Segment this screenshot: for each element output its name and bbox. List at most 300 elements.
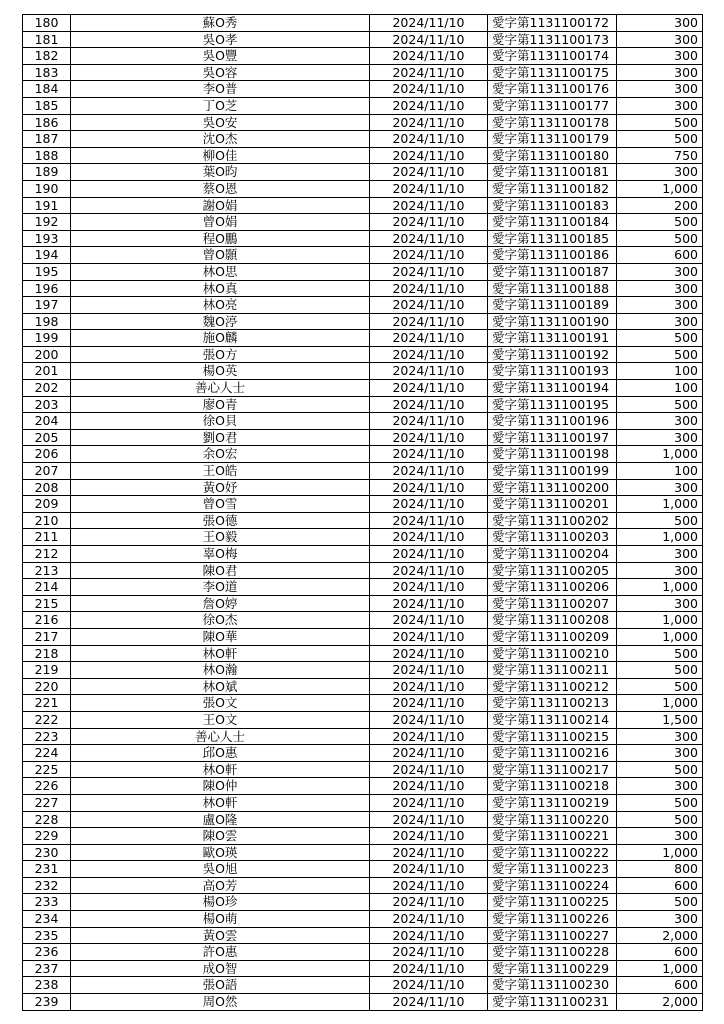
- row-number: 181: [23, 31, 71, 48]
- row-number: 194: [23, 247, 71, 264]
- donor-name: 林O亮: [71, 297, 370, 314]
- table-row: [23, 263, 703, 280]
- donation-amount: 500: [617, 678, 703, 695]
- donor-name: 歐O瑛: [71, 844, 370, 861]
- receipt-number: 愛字第1131100218: [488, 778, 617, 795]
- donor-name: 林O瀚: [71, 662, 370, 679]
- donation-amount: 600: [617, 247, 703, 264]
- donation-date: 2024/11/10: [370, 911, 488, 928]
- donor-name: 廖O青: [71, 396, 370, 413]
- row-number: 211: [23, 529, 71, 546]
- row-number: 217: [23, 628, 71, 645]
- receipt-number: 愛字第1131100173: [488, 31, 617, 48]
- donor-name: 林O軒: [71, 794, 370, 811]
- donation-date: 2024/11/10: [370, 828, 488, 845]
- donation-date: 2024/11/10: [370, 48, 488, 65]
- donor-name: 曾O顥: [71, 247, 370, 264]
- donor-name: 葉O昀: [71, 164, 370, 181]
- receipt-number: 愛字第1131100213: [488, 695, 617, 712]
- table-row: [23, 711, 703, 728]
- donation-date: 2024/11/10: [370, 380, 488, 397]
- donation-amount: 600: [617, 877, 703, 894]
- donor-name: 吳O容: [71, 64, 370, 81]
- receipt-number: 愛字第1131100226: [488, 911, 617, 928]
- table-row: [23, 396, 703, 413]
- donation-amount: 500: [617, 662, 703, 679]
- donation-date: 2024/11/10: [370, 579, 488, 596]
- receipt-number: 愛字第1131100205: [488, 562, 617, 579]
- row-number: 180: [23, 15, 71, 32]
- receipt-number: 愛字第1131100197: [488, 429, 617, 446]
- receipt-number: 愛字第1131100223: [488, 861, 617, 878]
- donor-name: 張O德: [71, 512, 370, 529]
- row-number: 204: [23, 413, 71, 430]
- donation-amount: 300: [617, 429, 703, 446]
- receipt-number: 愛字第1131100222: [488, 844, 617, 861]
- donation-date: 2024/11/10: [370, 861, 488, 878]
- table-row: [23, 960, 703, 977]
- donation-amount: 100: [617, 363, 703, 380]
- table-row: [23, 363, 703, 380]
- donation-date: 2024/11/10: [370, 711, 488, 728]
- row-number: 193: [23, 230, 71, 247]
- donation-amount: 2,000: [617, 994, 703, 1011]
- donor-name: 周O然: [71, 994, 370, 1011]
- donor-name: 張O方: [71, 346, 370, 363]
- donation-amount: 600: [617, 977, 703, 994]
- donation-amount: 100: [617, 463, 703, 480]
- row-number: 189: [23, 164, 71, 181]
- donor-name: 魏O渟: [71, 313, 370, 330]
- table-row: [23, 662, 703, 679]
- table-row: [23, 678, 703, 695]
- donation-date: 2024/11/10: [370, 894, 488, 911]
- donor-name: 吳O安: [71, 114, 370, 131]
- table-row: [23, 114, 703, 131]
- donor-name: 楊O萌: [71, 911, 370, 928]
- donor-name: 善心人士: [71, 380, 370, 397]
- donor-name: 王O文: [71, 711, 370, 728]
- receipt-number: 愛字第1131100215: [488, 728, 617, 745]
- row-number: 225: [23, 761, 71, 778]
- donation-date: 2024/11/10: [370, 977, 488, 994]
- donation-date: 2024/11/10: [370, 214, 488, 231]
- donation-amount: 300: [617, 97, 703, 114]
- donation-amount: 500: [617, 346, 703, 363]
- receipt-number: 愛字第1131100176: [488, 81, 617, 98]
- row-number: 202: [23, 380, 71, 397]
- donation-date: 2024/11/10: [370, 97, 488, 114]
- receipt-number: 愛字第1131100188: [488, 280, 617, 297]
- donation-date: 2024/11/10: [370, 562, 488, 579]
- row-number: 231: [23, 861, 71, 878]
- donation-date: 2024/11/10: [370, 479, 488, 496]
- row-number: 221: [23, 695, 71, 712]
- donation-date: 2024/11/10: [370, 728, 488, 745]
- table-row: [23, 380, 703, 397]
- row-number: 236: [23, 944, 71, 961]
- donor-name: 陳O華: [71, 628, 370, 645]
- receipt-number: 愛字第1131100216: [488, 745, 617, 762]
- donor-name: 謝O娟: [71, 197, 370, 214]
- table-row: [23, 778, 703, 795]
- donation-amount: 200: [617, 197, 703, 214]
- table-row: [23, 861, 703, 878]
- donation-date: 2024/11/10: [370, 247, 488, 264]
- donor-name: 柳O佳: [71, 147, 370, 164]
- row-number: 200: [23, 346, 71, 363]
- table-row: [23, 48, 703, 65]
- donation-amount: 1,000: [617, 960, 703, 977]
- donation-date: 2024/11/10: [370, 844, 488, 861]
- row-number: 188: [23, 147, 71, 164]
- table-row: [23, 562, 703, 579]
- donor-name: 辜O梅: [71, 546, 370, 563]
- row-number: 197: [23, 297, 71, 314]
- row-number: 196: [23, 280, 71, 297]
- receipt-number: 愛字第1131100184: [488, 214, 617, 231]
- row-number: 224: [23, 745, 71, 762]
- donor-name: 沈O杰: [71, 131, 370, 148]
- donor-name: 林O真: [71, 280, 370, 297]
- donation-amount: 300: [617, 728, 703, 745]
- donation-amount: 500: [617, 794, 703, 811]
- row-number: 220: [23, 678, 71, 695]
- receipt-number: 愛字第1131100203: [488, 529, 617, 546]
- receipt-number: 愛字第1131100186: [488, 247, 617, 264]
- donation-amount: 500: [617, 114, 703, 131]
- donation-date: 2024/11/10: [370, 131, 488, 148]
- row-number: 237: [23, 960, 71, 977]
- row-number: 186: [23, 114, 71, 131]
- receipt-number: 愛字第1131100192: [488, 346, 617, 363]
- donation-date: 2024/11/10: [370, 877, 488, 894]
- donation-amount: 300: [617, 81, 703, 98]
- table-row: [23, 230, 703, 247]
- donation-date: 2024/11/10: [370, 662, 488, 679]
- donor-name: 曾O娟: [71, 214, 370, 231]
- row-number: 238: [23, 977, 71, 994]
- receipt-number: 愛字第1131100185: [488, 230, 617, 247]
- donation-date: 2024/11/10: [370, 927, 488, 944]
- donor-name: 徐O貝: [71, 413, 370, 430]
- table-row: [23, 15, 703, 32]
- table-row: [23, 994, 703, 1011]
- donation-date: 2024/11/10: [370, 81, 488, 98]
- donor-name: 善心人士: [71, 728, 370, 745]
- receipt-number: 愛字第1131100175: [488, 64, 617, 81]
- table-row: [23, 761, 703, 778]
- table-row: [23, 977, 703, 994]
- donation-amount: 300: [617, 31, 703, 48]
- table-row: [23, 844, 703, 861]
- donation-date: 2024/11/10: [370, 446, 488, 463]
- donation-amount: 2,000: [617, 927, 703, 944]
- receipt-number: 愛字第1131100206: [488, 579, 617, 596]
- donation-date: 2024/11/10: [370, 761, 488, 778]
- receipt-number: 愛字第1131100229: [488, 960, 617, 977]
- donation-date: 2024/11/10: [370, 794, 488, 811]
- table-row: [23, 927, 703, 944]
- donation-amount: 500: [617, 214, 703, 231]
- donor-name: 吳O豐: [71, 48, 370, 65]
- row-number: 198: [23, 313, 71, 330]
- receipt-number: 愛字第1131100183: [488, 197, 617, 214]
- donation-amount: 500: [617, 761, 703, 778]
- receipt-number: 愛字第1131100214: [488, 711, 617, 728]
- receipt-number: 愛字第1131100189: [488, 297, 617, 314]
- donation-table: [22, 14, 703, 1011]
- table-row: [23, 595, 703, 612]
- receipt-number: 愛字第1131100200: [488, 479, 617, 496]
- donation-amount: 300: [617, 297, 703, 314]
- donor-name: 成O智: [71, 960, 370, 977]
- table-row: [23, 164, 703, 181]
- donation-table-body: [23, 15, 703, 1011]
- donation-date: 2024/11/10: [370, 695, 488, 712]
- donor-name: 黃O雲: [71, 927, 370, 944]
- donation-amount: 500: [617, 894, 703, 911]
- receipt-number: 愛字第1131100187: [488, 263, 617, 280]
- table-row: [23, 429, 703, 446]
- row-number: 203: [23, 396, 71, 413]
- table-row: [23, 628, 703, 645]
- donation-date: 2024/11/10: [370, 994, 488, 1011]
- donor-name: 黃O妤: [71, 479, 370, 496]
- receipt-number: 愛字第1131100207: [488, 595, 617, 612]
- row-number: 234: [23, 911, 71, 928]
- donor-name: 邱O惠: [71, 745, 370, 762]
- receipt-number: 愛字第1131100211: [488, 662, 617, 679]
- donor-name: 林O斌: [71, 678, 370, 695]
- donor-name: 詹O婷: [71, 595, 370, 612]
- donor-name: 吳O旭: [71, 861, 370, 878]
- table-row: [23, 346, 703, 363]
- donation-date: 2024/11/10: [370, 147, 488, 164]
- row-number: 223: [23, 728, 71, 745]
- receipt-number: 愛字第1131100172: [488, 15, 617, 32]
- receipt-number: 愛字第1131100231: [488, 994, 617, 1011]
- donor-name: 王O毅: [71, 529, 370, 546]
- receipt-number: 愛字第1131100194: [488, 380, 617, 397]
- donation-date: 2024/11/10: [370, 628, 488, 645]
- donation-date: 2024/11/10: [370, 396, 488, 413]
- receipt-number: 愛字第1131100182: [488, 180, 617, 197]
- donation-date: 2024/11/10: [370, 164, 488, 181]
- donation-date: 2024/11/10: [370, 512, 488, 529]
- table-row: [23, 131, 703, 148]
- receipt-number: 愛字第1131100208: [488, 612, 617, 629]
- receipt-number: 愛字第1131100202: [488, 512, 617, 529]
- donor-name: 徐O杰: [71, 612, 370, 629]
- receipt-number: 愛字第1131100181: [488, 164, 617, 181]
- donation-date: 2024/11/10: [370, 612, 488, 629]
- receipt-number: 愛字第1131100199: [488, 463, 617, 480]
- donor-name: 吳O孝: [71, 31, 370, 48]
- row-number: 209: [23, 496, 71, 513]
- table-row: [23, 297, 703, 314]
- donation-amount: 1,000: [617, 180, 703, 197]
- receipt-number: 愛字第1131100227: [488, 927, 617, 944]
- donation-date: 2024/11/10: [370, 960, 488, 977]
- donor-name: 王O皓: [71, 463, 370, 480]
- donation-amount: 500: [617, 811, 703, 828]
- donation-amount: 1,000: [617, 695, 703, 712]
- donation-date: 2024/11/10: [370, 197, 488, 214]
- donor-name: 蘇O秀: [71, 15, 370, 32]
- table-row: [23, 81, 703, 98]
- table-row: [23, 877, 703, 894]
- donor-name: 林O思: [71, 263, 370, 280]
- receipt-number: 愛字第1131100225: [488, 894, 617, 911]
- donation-date: 2024/11/10: [370, 678, 488, 695]
- table-row: [23, 197, 703, 214]
- donation-amount: 100: [617, 380, 703, 397]
- donation-date: 2024/11/10: [370, 280, 488, 297]
- donation-amount: 500: [617, 131, 703, 148]
- receipt-number: 愛字第1131100195: [488, 396, 617, 413]
- receipt-number: 愛字第1131100190: [488, 313, 617, 330]
- donation-date: 2024/11/10: [370, 346, 488, 363]
- donor-name: 余O宏: [71, 446, 370, 463]
- donor-name: 盧O隆: [71, 811, 370, 828]
- table-row: [23, 330, 703, 347]
- row-number: 207: [23, 463, 71, 480]
- donation-amount: 300: [617, 164, 703, 181]
- receipt-number: 愛字第1131100221: [488, 828, 617, 845]
- donation-amount: 300: [617, 778, 703, 795]
- table-row: [23, 828, 703, 845]
- donation-amount: 500: [617, 512, 703, 529]
- donation-date: 2024/11/10: [370, 745, 488, 762]
- donation-amount: 300: [617, 828, 703, 845]
- donation-amount: 1,000: [617, 579, 703, 596]
- donation-date: 2024/11/10: [370, 595, 488, 612]
- donor-name: 林O軒: [71, 761, 370, 778]
- donation-date: 2024/11/10: [370, 180, 488, 197]
- table-row: [23, 413, 703, 430]
- donation-amount: 300: [617, 911, 703, 928]
- row-number: 229: [23, 828, 71, 845]
- row-number: 201: [23, 363, 71, 380]
- row-number: 212: [23, 546, 71, 563]
- receipt-number: 愛字第1131100219: [488, 794, 617, 811]
- row-number: 210: [23, 512, 71, 529]
- donation-date: 2024/11/10: [370, 496, 488, 513]
- donation-amount: 300: [617, 546, 703, 563]
- donation-date: 2024/11/10: [370, 944, 488, 961]
- donation-date: 2024/11/10: [370, 263, 488, 280]
- receipt-number: 愛字第1131100180: [488, 147, 617, 164]
- row-number: 228: [23, 811, 71, 828]
- row-number: 184: [23, 81, 71, 98]
- table-row: [23, 894, 703, 911]
- table-row: [23, 745, 703, 762]
- row-number: 230: [23, 844, 71, 861]
- row-number: 222: [23, 711, 71, 728]
- donation-date: 2024/11/10: [370, 330, 488, 347]
- donation-date: 2024/11/10: [370, 64, 488, 81]
- receipt-number: 愛字第1131100174: [488, 48, 617, 65]
- donor-name: 蔡O恩: [71, 180, 370, 197]
- receipt-number: 愛字第1131100220: [488, 811, 617, 828]
- donation-date: 2024/11/10: [370, 313, 488, 330]
- row-number: 239: [23, 994, 71, 1011]
- donation-date: 2024/11/10: [370, 413, 488, 430]
- table-row: [23, 31, 703, 48]
- donation-amount: 1,500: [617, 711, 703, 728]
- donation-date: 2024/11/10: [370, 429, 488, 446]
- donor-name: 林O軒: [71, 645, 370, 662]
- donation-amount: 1,000: [617, 446, 703, 463]
- row-number: 182: [23, 48, 71, 65]
- donor-name: 高O芳: [71, 877, 370, 894]
- table-row: [23, 911, 703, 928]
- table-row: [23, 512, 703, 529]
- receipt-number: 愛字第1131100177: [488, 97, 617, 114]
- donation-amount: 1,000: [617, 529, 703, 546]
- donor-name: 李O道: [71, 579, 370, 596]
- receipt-number: 愛字第1131100191: [488, 330, 617, 347]
- donor-name: 劉O君: [71, 429, 370, 446]
- donor-name: 程O鵬: [71, 230, 370, 247]
- donor-name: 陳O仲: [71, 778, 370, 795]
- table-row: [23, 446, 703, 463]
- table-row: [23, 728, 703, 745]
- receipt-number: 愛字第1131100178: [488, 114, 617, 131]
- donor-name: 許O惠: [71, 944, 370, 961]
- receipt-number: 愛字第1131100217: [488, 761, 617, 778]
- receipt-number: 愛字第1131100179: [488, 131, 617, 148]
- row-number: 233: [23, 894, 71, 911]
- row-number: 195: [23, 263, 71, 280]
- row-number: 206: [23, 446, 71, 463]
- row-number: 227: [23, 794, 71, 811]
- donation-amount: 500: [617, 230, 703, 247]
- table-row: [23, 811, 703, 828]
- donation-date: 2024/11/10: [370, 15, 488, 32]
- receipt-number: 愛字第1131100193: [488, 363, 617, 380]
- table-row: [23, 180, 703, 197]
- donation-date: 2024/11/10: [370, 546, 488, 563]
- row-number: 218: [23, 645, 71, 662]
- donation-date: 2024/11/10: [370, 778, 488, 795]
- table-row: [23, 463, 703, 480]
- donation-amount: 300: [617, 562, 703, 579]
- receipt-number: 愛字第1131100209: [488, 628, 617, 645]
- donor-name: 丁O芝: [71, 97, 370, 114]
- donation-amount: 500: [617, 396, 703, 413]
- table-row: [23, 214, 703, 231]
- donation-amount: 300: [617, 745, 703, 762]
- donor-name: 曾O雪: [71, 496, 370, 513]
- row-number: 185: [23, 97, 71, 114]
- row-number: 183: [23, 64, 71, 81]
- row-number: 215: [23, 595, 71, 612]
- receipt-number: 愛字第1131100228: [488, 944, 617, 961]
- row-number: 205: [23, 429, 71, 446]
- table-row: [23, 794, 703, 811]
- donor-name: 楊O英: [71, 363, 370, 380]
- row-number: 232: [23, 877, 71, 894]
- donation-date: 2024/11/10: [370, 463, 488, 480]
- donation-amount: 750: [617, 147, 703, 164]
- table-row: [23, 546, 703, 563]
- row-number: 190: [23, 180, 71, 197]
- row-number: 208: [23, 479, 71, 496]
- receipt-number: 愛字第1131100204: [488, 546, 617, 563]
- table-row: [23, 645, 703, 662]
